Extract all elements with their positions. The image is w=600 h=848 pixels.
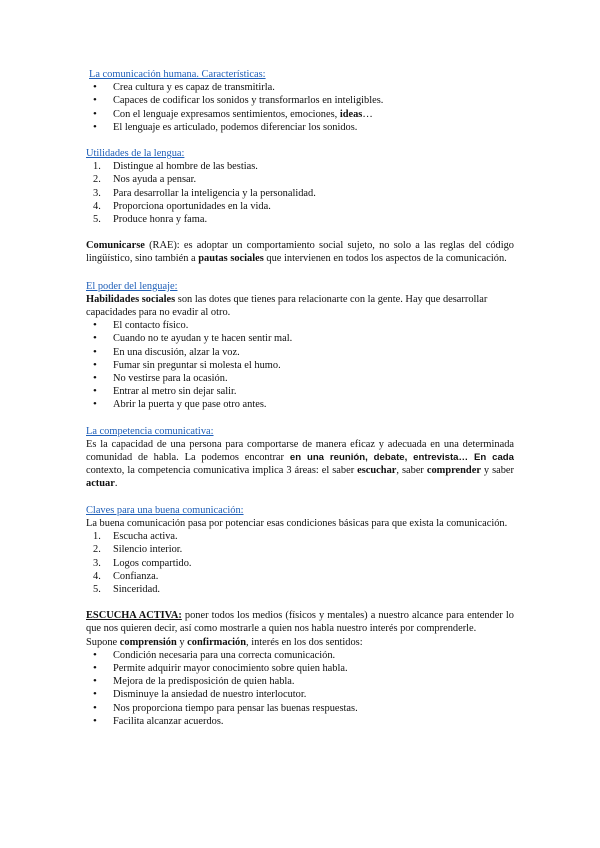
item-number: 3.: [93, 187, 101, 199]
document-page: [86, 68, 514, 741]
item-text: Para desarrollar la inteligencia y la personalidad.: [113, 187, 316, 199]
section-heading: La competencia comunicativa:: [86, 425, 214, 437]
active-listening-paragraph: [86, 609, 514, 635]
section-power-of-language: [86, 280, 514, 412]
list-item: • Nos proporciona tiempo para pensar las buenas respuestas.: [86, 702, 514, 715]
bold-term: escuchar: [357, 465, 397, 477]
paragraph-text: Es la capacidad de una persona para comportarse de manera eficaz y adecuada en una determinada comunidad de habla. La podemos encontrar: [86, 438, 514, 464]
list-item: • Permite adquirir mayor conocimiento sobre quien habla.: [86, 662, 514, 675]
list-item: • Facilita alcanzar acuerdos.: [86, 715, 514, 728]
item-number: 5.: [93, 214, 101, 226]
list-item: • En una discusión, alzar la voz.: [86, 346, 514, 359]
list-item: • Mejora de la predisposición de quien habla.: [86, 675, 514, 688]
numbered-list: [86, 160, 514, 226]
list-item: [86, 173, 514, 186]
bold-term: En cada: [473, 452, 514, 464]
paragraph-text: y: [176, 636, 188, 648]
bold-term: Habilidades sociales: [86, 293, 176, 305]
bold-term: comprender: [426, 465, 481, 477]
intro-paragraph: [86, 293, 514, 319]
bold-term: Comunicarse: [86, 240, 145, 252]
list-item: [86, 200, 514, 213]
list-item: [86, 583, 514, 596]
list-item: • No vestirse para la ocasión.: [86, 372, 514, 385]
item-text: Nos ayuda a pensar.: [113, 174, 197, 186]
competence-paragraph: [86, 438, 514, 491]
list-item: [86, 530, 514, 543]
section-heading: El poder del lenguaje:: [86, 280, 178, 292]
paragraph-text: , interés en los dos sentidos:: [246, 636, 363, 648]
item-number: 5.: [93, 583, 101, 595]
section-heading: La comunicación humana. Características:: [89, 69, 266, 80]
bullet-list: [86, 319, 514, 411]
item-text: Escucha activa.: [113, 531, 178, 543]
list-item: • Fumar sin preguntar si molesta el humo.: [86, 359, 514, 372]
item-number: 4.: [93, 200, 101, 212]
bullet-list: [86, 649, 514, 728]
list-item: [86, 187, 514, 200]
list-item: [86, 570, 514, 583]
item-number: 2.: [93, 544, 101, 556]
paragraph-text: que intervienen en todos los aspectos de la comunicación.: [263, 253, 507, 265]
definition-paragraph: [86, 239, 514, 265]
section-uses: [86, 147, 514, 226]
intro-paragraph: La buena comunicación pasa por potenciar esas condiciones básicas para que exista la comunicación.: [86, 517, 508, 529]
bold-term: ESCUCHA ACTIVA:: [86, 610, 182, 622]
item-text: Sinceridad.: [113, 583, 161, 595]
paragraph-text: Supone: [86, 636, 120, 648]
list-item: [86, 160, 514, 173]
bold-term: comprensión: [119, 636, 177, 648]
item-text: Produce honra y fama.: [113, 214, 208, 226]
list-item: • Abrir la puerta y que pase otro antes.: [86, 398, 514, 411]
item-text: Proporciona oportunidades en la vida.: [113, 200, 271, 212]
bullet-list: [86, 81, 514, 134]
list-item: • El contacto físico.: [86, 319, 514, 332]
bold-term: pautas sociales: [198, 253, 264, 265]
section-active-listening: [86, 609, 514, 728]
paragraph-text: .: [114, 478, 118, 490]
list-item: • Condición necesaria para una correcta comunicación.: [86, 649, 514, 662]
item-text: Confianza.: [113, 570, 159, 582]
section-heading: Claves para una buena comunicación:: [86, 504, 244, 516]
list-item: • Capaces de codificar los sonidos y transformarlos en inteligibles.: [86, 94, 514, 107]
list-item: • Disminuye la ansiedad de nuestro interlocutor.: [86, 688, 514, 701]
supposes-paragraph: [86, 636, 514, 649]
list-item: • Crea cultura y es capaz de transmitirla.: [86, 81, 514, 94]
list-item: [86, 557, 514, 570]
item-text: Con el lenguaje expresamos sentimientos, emociones,: [113, 108, 338, 120]
section-keys-communication: [86, 504, 514, 596]
list-item: • Entrar al metro sin dejar salir.: [86, 385, 514, 398]
item-number: 4.: [93, 570, 101, 582]
item-number: 1.: [93, 531, 101, 543]
item-text: Distingue al hombre de las bestias.: [113, 161, 258, 173]
item-text: Logos compartido.: [113, 557, 192, 569]
list-item: [86, 543, 514, 556]
section-communicative-competence: [86, 425, 514, 491]
list-item: [86, 108, 514, 121]
paragraph-text: , saber: [396, 465, 427, 477]
paragraph-text: poner todos los medios (físicos y mentales) a nuestro alcance para entender lo que nos quieren decir, así como mostrarle a quien nos habla nuestro interés por comprenderle.: [86, 610, 514, 635]
list-item: • El lenguaje es articulado, podemos diferenciar los sonidos.: [86, 121, 514, 134]
item-number: 2.: [93, 174, 101, 186]
paragraph-text: (RAE): es adoptar un comportamiento social sujeto, no solo a las reglas del código lingüístico, sino también a: [86, 240, 514, 265]
bold-term: en una reunión, debate, entrevista…: [289, 452, 469, 464]
bold-term: actuar: [86, 478, 115, 490]
list-item: [86, 213, 514, 226]
section-characteristics: [86, 68, 514, 134]
bold-term: ideas: [339, 108, 363, 120]
item-number: 3.: [93, 557, 101, 569]
numbered-list: [86, 530, 514, 596]
list-item: • Cuando no te ayudan y te hacen sentir mal.: [86, 332, 514, 345]
section-definition: [86, 239, 514, 265]
paragraph-text: y saber: [480, 465, 515, 477]
item-text: Silencio interior.: [113, 544, 183, 556]
item-number: 1.: [93, 161, 101, 173]
paragraph-text: contexto, la competencia comunicativa implica 3 áreas: el saber: [86, 465, 358, 477]
bold-term: confirmación: [187, 636, 247, 648]
section-heading: Utilidades de la lengua:: [86, 148, 185, 160]
item-text: …: [362, 108, 373, 120]
paragraph-text: son las dotes que tienes para relacionarte con la gente. Hay que desarrollar capacidades para no evadir al otro.: [86, 293, 488, 319]
